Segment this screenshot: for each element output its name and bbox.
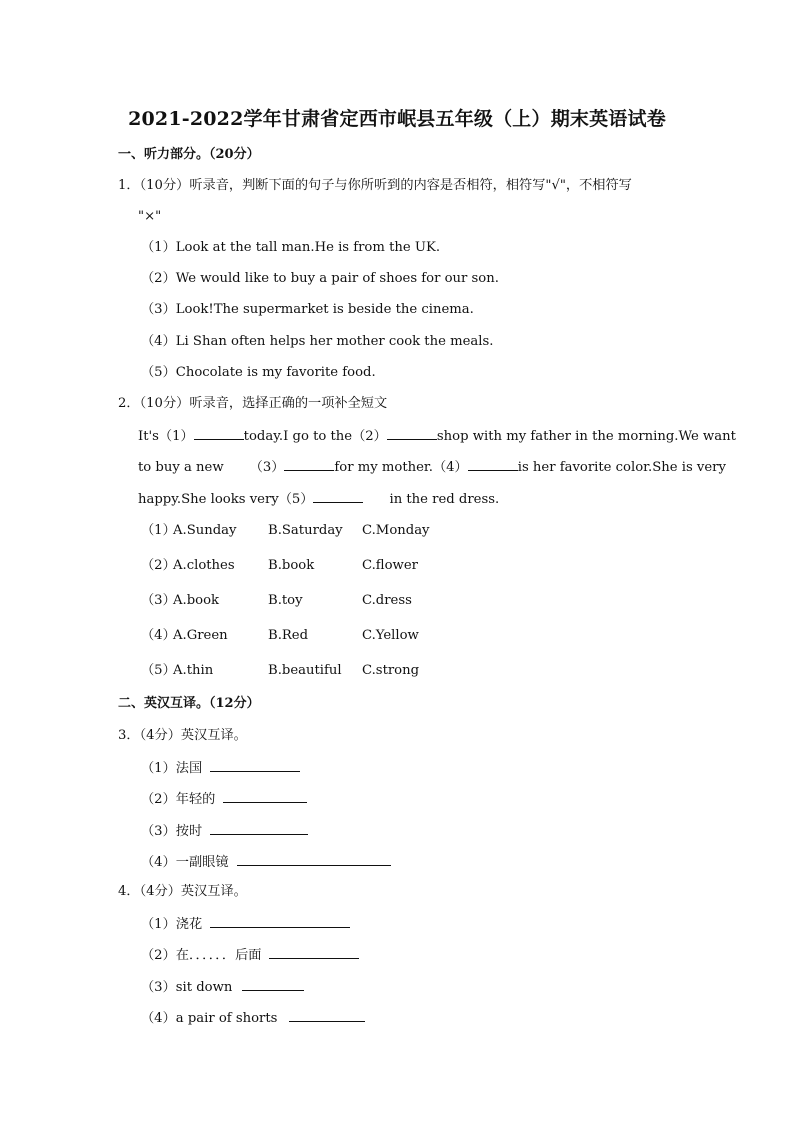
option-c[interactable]: C.flower: [362, 558, 418, 573]
item-label: （4）一副眼镜: [141, 855, 229, 870]
question-4-item: [141, 1008, 365, 1028]
passage-text: It's（1）: [138, 429, 194, 444]
item-label: （2）年轻的: [141, 792, 216, 807]
question-3-item: [141, 852, 391, 872]
answer-blank[interactable]: [289, 1008, 365, 1022]
option-c[interactable]: C.Yellow: [362, 628, 419, 643]
item-label: （4）a pair of shorts: [141, 1011, 278, 1026]
section-heading-listening: 一、听力部分。（20分）: [118, 147, 260, 162]
option-a[interactable]: A.clothes: [173, 558, 235, 573]
passage-line-2: [138, 457, 726, 477]
section-heading-translation: 二、英汉互译。（12分）: [118, 696, 260, 711]
question-3-stem: 3．（4分）英汉互译。: [118, 728, 247, 743]
item-label: （1）法国: [141, 761, 203, 776]
option-b[interactable]: B.Red: [268, 628, 309, 643]
option-b[interactable]: B.book: [268, 558, 315, 573]
option-a[interactable]: A.Sunday: [173, 523, 237, 538]
answer-blank[interactable]: [210, 758, 300, 772]
option-a[interactable]: A.thin: [173, 663, 214, 678]
option-c[interactable]: C.Monday: [362, 523, 430, 538]
question-3-item: [141, 758, 300, 778]
passage-text: to buy a new: [138, 460, 224, 475]
passage-text: shop with my father in the morning.We want: [436, 429, 736, 444]
question-1-stem: 1．（10分）听录音，判断下面的句子与你所听到的内容是否相符，相符写"√"，不相符写: [118, 178, 632, 193]
answer-blank[interactable]: [269, 945, 359, 959]
option-c[interactable]: C.strong: [362, 663, 420, 678]
question-3-item: [141, 821, 308, 841]
question-1-stem-cont: "×": [138, 209, 162, 224]
question-4-item: [141, 914, 350, 934]
question-4-item: [141, 977, 304, 997]
fill-blank-2[interactable]: [387, 426, 437, 440]
page-title: 2021-2022学年甘肃省定西市岷县五年级（上）期末英语试卷: [128, 108, 666, 130]
passage-text: happy.She looks very（5）: [138, 492, 314, 507]
passage-line-3: [138, 489, 499, 509]
question-3-item: [141, 789, 307, 809]
item-label: （3）按时: [141, 824, 203, 839]
fill-blank-3[interactable]: [284, 457, 334, 471]
option-number: （2）: [141, 558, 176, 573]
fill-blank-5[interactable]: [313, 489, 363, 503]
passage-text: is her favorite color.She is very: [517, 460, 726, 475]
question-1-item: （1）Look at the tall man.He is from the UK.: [141, 240, 441, 255]
option-number: （1）: [141, 523, 176, 538]
answer-blank[interactable]: [210, 821, 308, 835]
question-2-stem: 2．（10分）听录音，选择正确的一项补全短文: [118, 396, 388, 411]
answer-blank[interactable]: [223, 789, 307, 803]
option-b[interactable]: B.toy: [268, 593, 303, 608]
option-number: （5）: [141, 663, 176, 678]
question-1-item: （2）We would like to buy a pair of shoes for our son.: [141, 271, 499, 286]
answer-blank[interactable]: [242, 977, 304, 991]
option-a[interactable]: A.book: [173, 593, 220, 608]
question-4-item: [141, 945, 359, 965]
option-number: （3）: [141, 593, 176, 608]
answer-blank[interactable]: [237, 852, 391, 866]
question-1-item: （3）Look!The supermarket is beside the cinema.: [141, 302, 474, 317]
item-label: （3）sit down: [141, 980, 233, 995]
passage-text: in the red dress.: [389, 492, 500, 507]
passage-text: （3）: [249, 460, 285, 475]
option-b[interactable]: B.beautiful: [268, 663, 342, 678]
option-number: （4）: [141, 628, 176, 643]
option-a[interactable]: A.Green: [173, 628, 228, 643]
option-b[interactable]: B.Saturday: [268, 523, 343, 538]
passage-text: for my mother.（4）: [334, 460, 468, 475]
passage-text: today.I go to the（2）: [243, 429, 387, 444]
question-1-item: （4）Li Shan often helps her mother cook the meals.: [141, 334, 494, 349]
question-1-item: （5）Chocolate is my favorite food.: [141, 365, 376, 380]
fill-blank-1[interactable]: [194, 426, 244, 440]
item-label: （1）浇花: [141, 917, 203, 932]
question-4-stem: 4．（4分）英汉互译。: [118, 884, 247, 899]
passage-line-1: [138, 426, 736, 446]
option-c[interactable]: C.dress: [362, 593, 412, 608]
item-label: （2）在．．．．．．后面: [141, 948, 262, 963]
answer-blank[interactable]: [210, 914, 350, 928]
fill-blank-4[interactable]: [468, 457, 518, 471]
